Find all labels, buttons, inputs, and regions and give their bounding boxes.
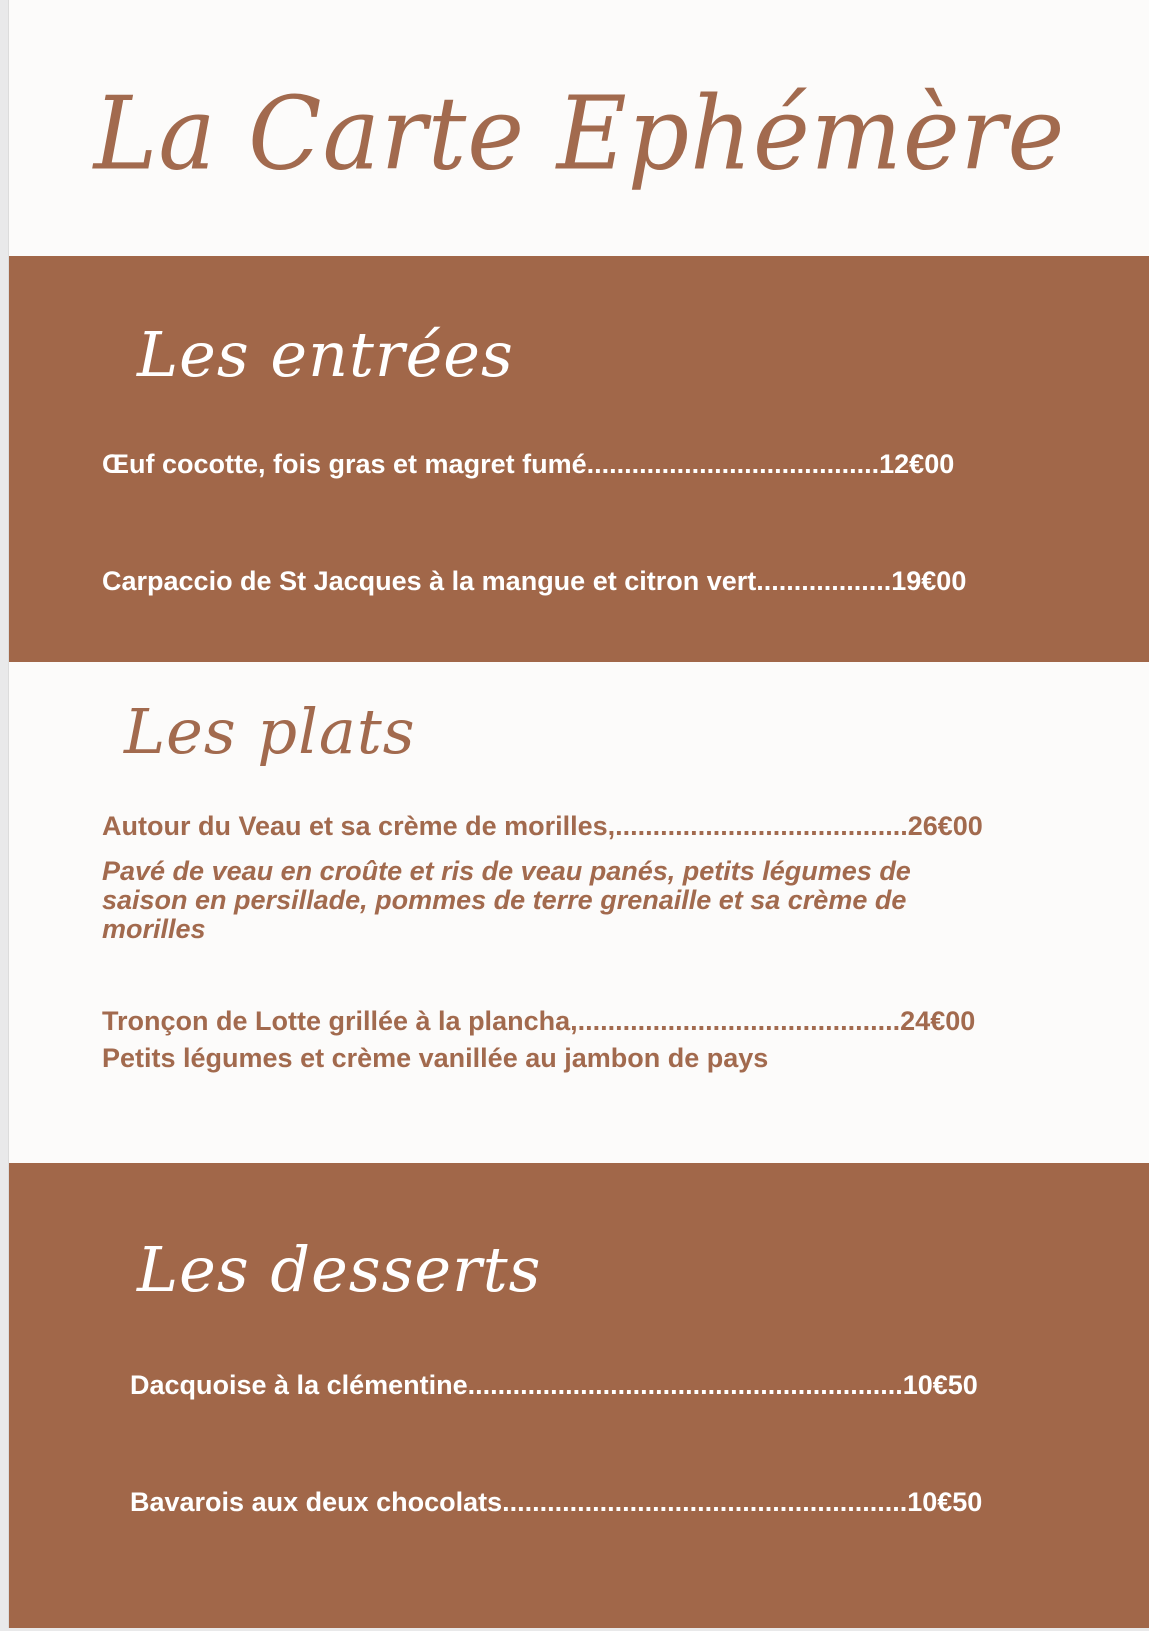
menu-page — [8, 0, 1149, 1628]
menu-item-description: Petits légumes et crème vanillée au jambon de pays — [102, 1043, 769, 1073]
menu-item: Œuf cocotte, fois gras et magret fumé.......................................12€00 — [102, 449, 955, 479]
menu-item: Dacquoise à la clémentine..........................................................10€50 — [130, 1370, 978, 1400]
menu-title: La Carte Ephémère — [93, 75, 1066, 193]
desserts-heading: Les desserts — [137, 1233, 542, 1306]
menu-item: Bavarois aux deux chocolats......................................................10€50 — [130, 1487, 983, 1517]
menu-item: Carpaccio de St Jacques à la mangue et citron vert..................19€00 — [102, 566, 967, 596]
menu-item: Tronçon de Lotte grillée à la plancha,...........................................24€00 — [102, 1006, 976, 1036]
menu-item-description: Pavé de veau en croûte et ris de veau panés, petits légumes de saison en persillade, pommes de terre grenaille et sa crème de morilles — [102, 856, 911, 944]
entrees-section — [9, 256, 1149, 662]
menu-item: Autour du Veau et sa crème de morilles,.......................................26€00 — [102, 811, 983, 841]
plats-heading: Les plats — [124, 695, 416, 768]
entrees-heading: Les entrées — [137, 318, 514, 391]
desserts-section — [9, 1163, 1149, 1628]
